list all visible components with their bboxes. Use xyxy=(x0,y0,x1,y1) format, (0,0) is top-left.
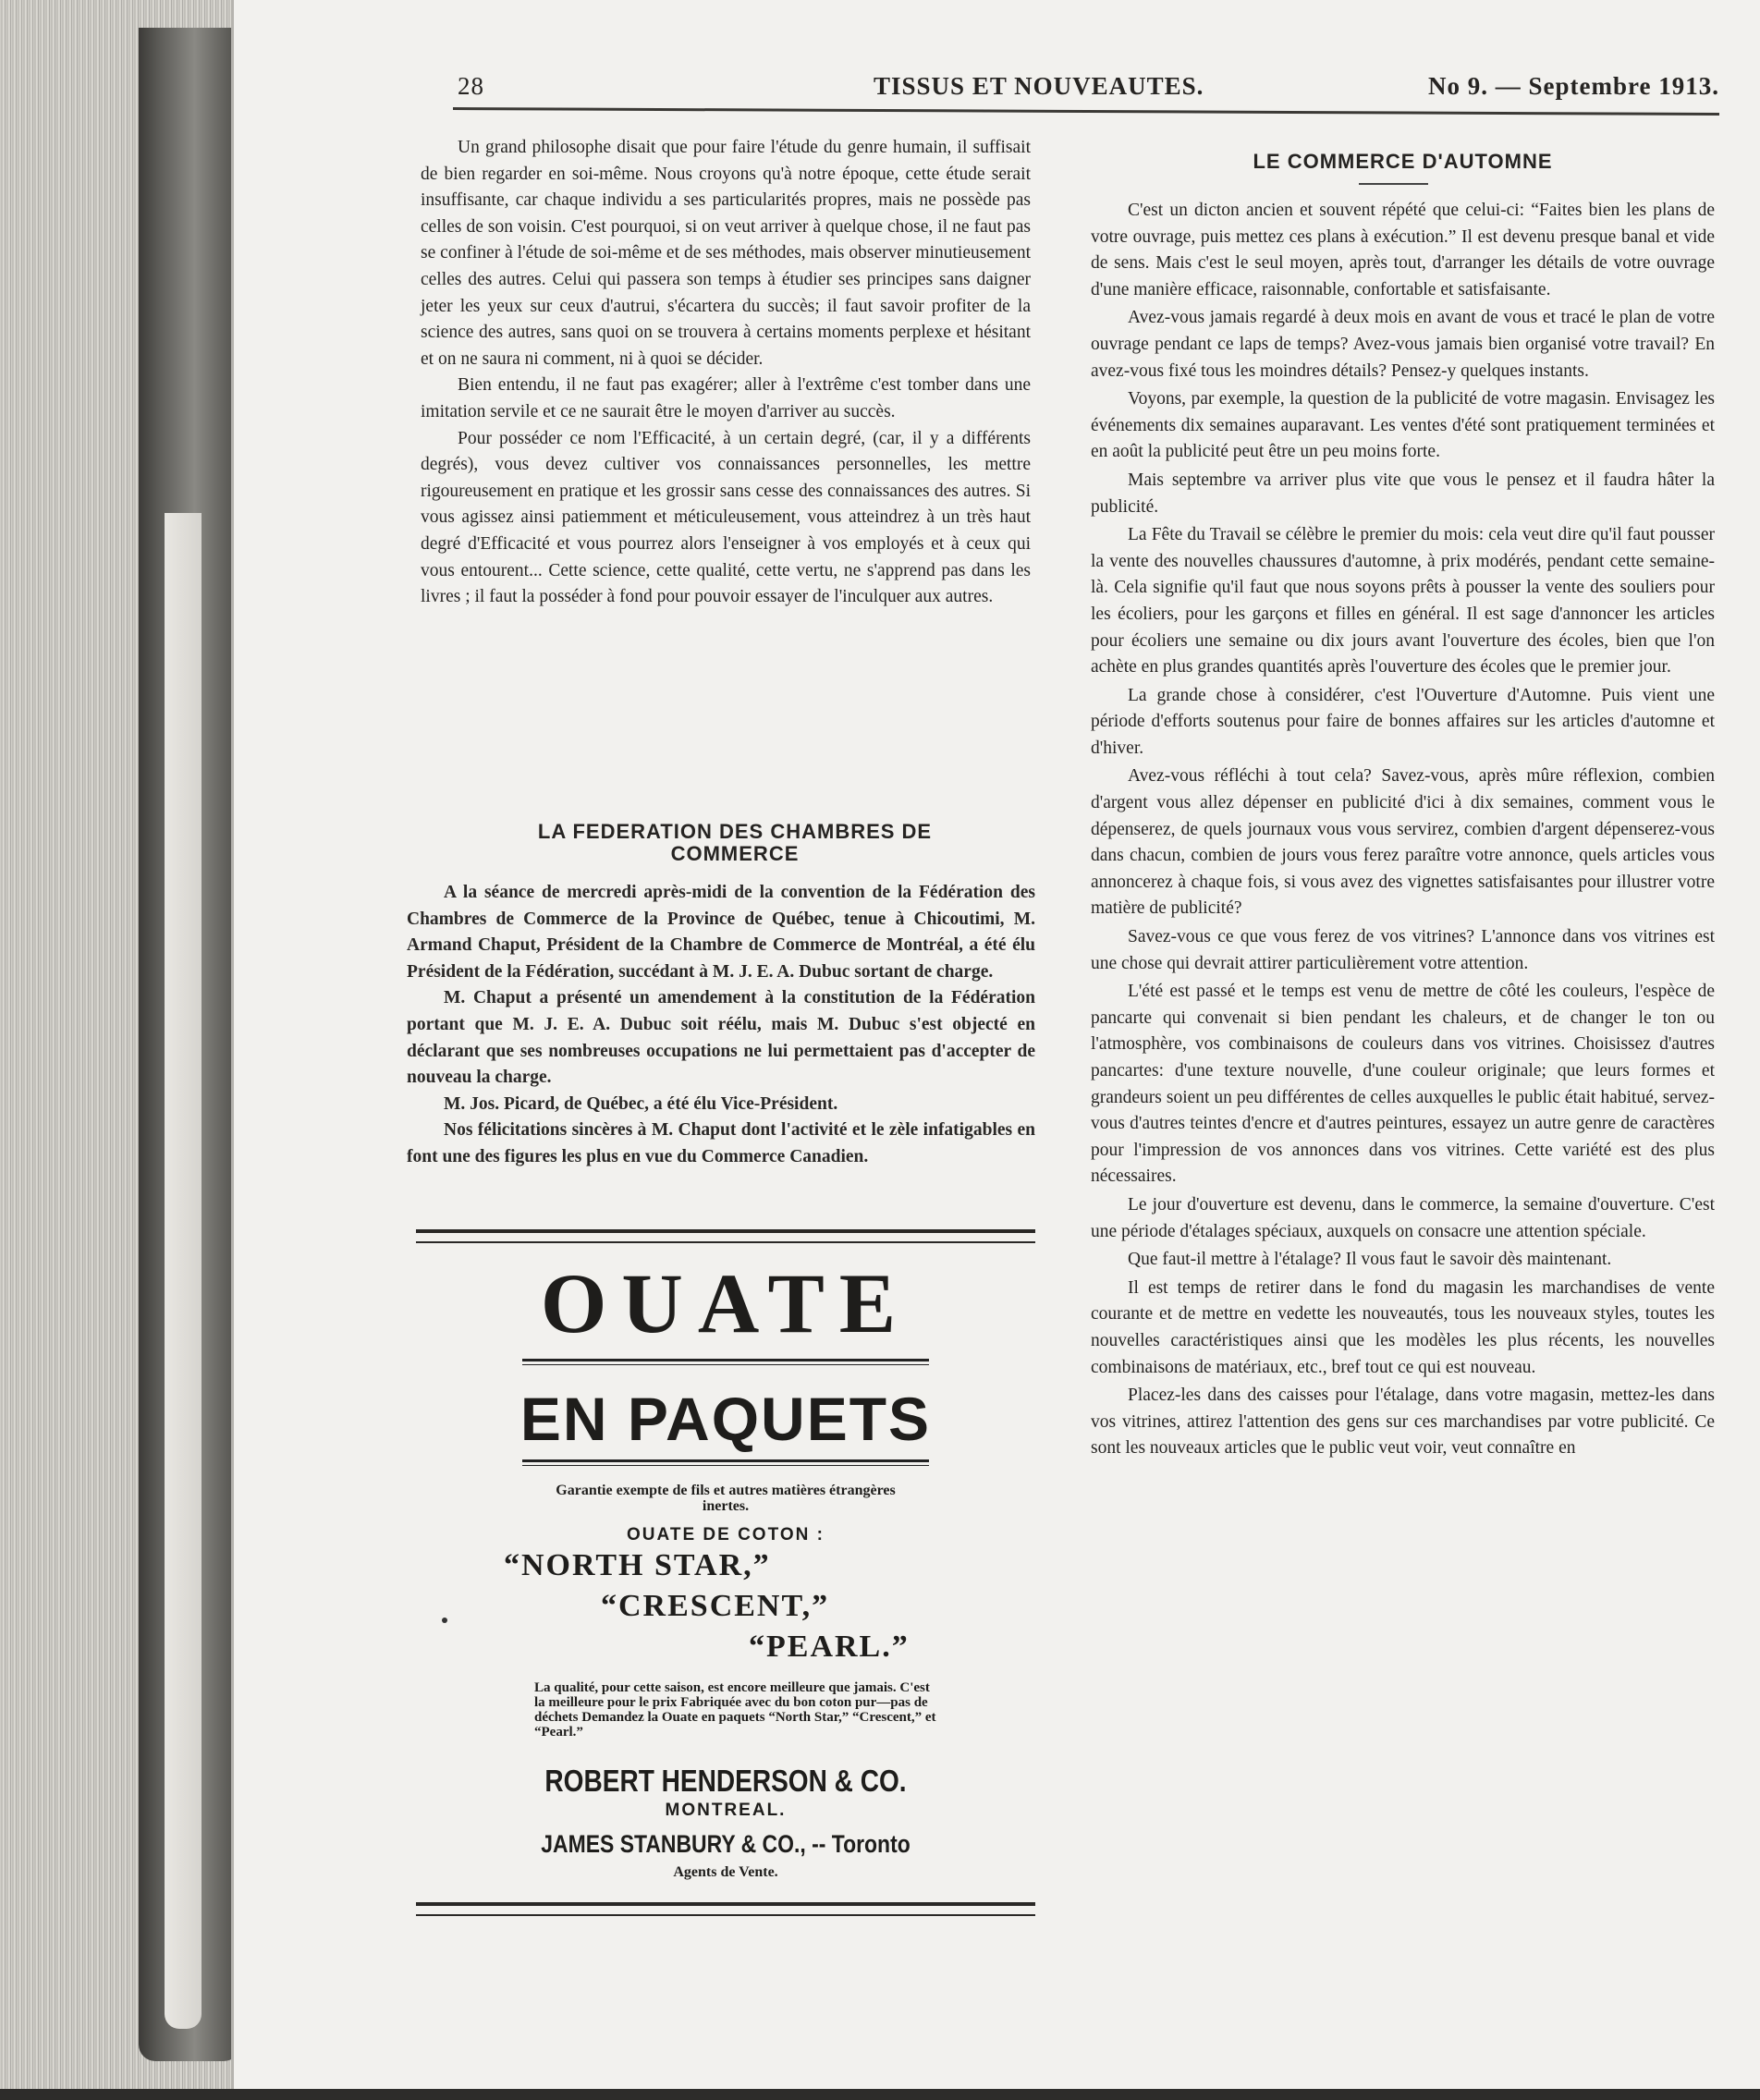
page-number: 28 xyxy=(458,72,484,100)
ad-agent: JAMES STANBURY & CO., -- Toronto xyxy=(541,1830,911,1858)
ad-rule xyxy=(522,1459,929,1466)
ad-rule xyxy=(522,1359,929,1365)
ad-subhead: OUATE DE COTON : xyxy=(627,1525,825,1544)
federation-title-line2: COMMERCE xyxy=(670,842,800,865)
right-paragraph: L'été est passé et le temps est venu de mettre de côté les couleurs, l'espèce de pancarte qui convenait si bien pendant les chaleurs, et de changer le ton ou l'atmosphère, vos combinaisons de couleurs dans vos vitrines. Choisissez d'autres pancartes: d'une texture nouvelle, d'une couleur originale; que leurs formes et grandeurs soient un peu différentes de celles auxquelles le public était habitué, servez-vous d'autres teintes d'encre et d'autres peintures, essayez un autre genre de caractères pour l'impression de vos annonces dans vos vitrines. Cette variété est des plus nécessaires. xyxy=(1091,982,1715,1187)
ad-headline-paquets: EN PAQUETS xyxy=(519,1385,932,1453)
right-paragraph: Il est temps de retirer dans le fond du magasin les marchandises de vente courante et de mettre en vedette les nouveautés, tous les nouveaux styles, toutes les nouvelles caractéristiques ainsi que les modèles les plus récents, les nouvelles combinaisons de matériaux, etc., bref tout ce qui est nouveau. xyxy=(1091,1277,1715,1377)
right-paragraph: Voyons, par exemple, la question de la publicité de votre magasin. Envisagez les événements dix semaines auparavant. Les ventes d'été sont pratiquement terminées et en août la publicité peut être un peu moins forte. xyxy=(1091,389,1715,462)
right-paragraph: Que faut-il mettre à l'étalage? Il vous faut le savoir dès maintenant. xyxy=(1128,1250,1612,1270)
issue-label: No 9. — Septembre 1913. xyxy=(1428,72,1719,100)
ink-speck xyxy=(442,1618,447,1623)
left-paragraph: Un grand philosophe disait que pour faire l'étude du genre humain, il suffisait de bien regarder en soi-même. Nous croyons qu'à notre époque, cette étude serait insuffisante, car chaque individu a ses particularités propres, mais ne possède pas celles de son voisin. C'est pourquoi, si on veut arriver à quelque chose, il ne faut pas se confiner à l'étude de soi-même et de ses méthodes, mais observer minutieusement celles des autres. Celui qui passera son temps à étudier ses principes sans daigner jeter les yeux sur ceux d'autrui, s'écartera du succès; il faut savoir profiter de la science des autres, sans quoi on se trouvera à certains moments perplexe et hésitant et on ne saura ni comment, ni à quoi se décider. xyxy=(421,138,1031,369)
ad-headline-ouate: OUATE xyxy=(540,1256,911,1350)
right-paragraph: Avez-vous réfléchi à tout cela? Savez-vous, après mûre réflexion, combien d'argent vous allez dépenser en publicité d'ici à dix semaines, comment vous le dépenserez, de quels journaux vous vous servirez, combien d'argent dépenserez-vous dans chacun, combien de jours vous ferez paraître votre annonce, quels articles vous annoncerez à chaque fois, si vous avez des vignettes satisfaisantes pour illustrer votre matière de publicité? xyxy=(1091,766,1715,919)
ad-guarantee: Garantie exempte de fils et autres matières étrangères inertes. xyxy=(556,1483,896,1514)
ad-agents-label: Agents de Vente. xyxy=(673,1864,778,1880)
bottom-shadow xyxy=(0,2089,1760,2100)
ad-brand-north-star: “NORTH STAR,” xyxy=(504,1548,771,1582)
left-article xyxy=(421,135,1031,611)
right-paragraph: Savez-vous ce que vous ferez de vos vitrines? L'annonce dans vos vitrines est une chose qui devrait attirer particulièrement votre attention. xyxy=(1091,927,1715,973)
federation-paragraph: Nos félicitations sincères à M. Chaput dont l'activité et le zèle infatigables en font une des figures les plus en vue du Commerce Canadien. xyxy=(407,1120,1035,1166)
federation-title-line1: LA FEDERATION DES CHAMBRES DE xyxy=(537,820,933,843)
federation-body xyxy=(407,880,1035,1171)
journal-title: TISSUS ET NOUVEAUTES. xyxy=(874,72,1204,100)
page-edge-tab xyxy=(165,513,202,2029)
federation-paragraph: M. Chaput a présenté un amendement à la constitution de la Fédération portant que M. J. E. A. Dubuc soit réélu, mais M. Dubuc s'est objecté en déclarant que ses nombreuses occupations ne lui permettaient pas d'accepter de nouveau la charge. xyxy=(407,988,1035,1088)
right-paragraph: Avez-vous jamais regardé à deux mois en avant de vous et tracé le plan de votre ouvrage pendant ce laps de temps? Avez-vous jamais bien organisé votre travail? En avez-vous fixé tous les moindres détails? Pensez-y quelques instants. xyxy=(1091,308,1715,381)
commerce-heading xyxy=(1091,151,1715,173)
commerce-title-rule xyxy=(1359,183,1428,185)
right-article xyxy=(1091,198,1715,1462)
ad-brand-crescent: “CRESCENT,” xyxy=(601,1589,830,1623)
right-paragraph: Mais septembre va arriver plus vite que vous le pensez et il faudra hâter la publicité. xyxy=(1091,470,1715,517)
federation-paragraph: M. Jos. Picard, de Québec, a été élu Vice-Président. xyxy=(444,1093,838,1114)
left-paragraph: Bien entendu, il ne faut pas exagérer; aller à l'extrême c'est tomber dans une imitation servile et ce ne saurait être le moyen d'arriver au succès. xyxy=(421,375,1031,421)
right-paragraph: La grande chose à considérer, c'est l'Ouverture d'Automne. Puis vient une période d'efforts soutenus pour faire de bonnes affaires sur les articles d'automne et d'hiver. xyxy=(1091,685,1715,758)
ad-brand-pearl: “PEARL.” xyxy=(749,1630,910,1664)
commerce-title: LE COMMERCE D'AUTOMNE xyxy=(1253,150,1553,173)
ad-city: MONTREAL. xyxy=(665,1801,787,1820)
ad-border-top xyxy=(416,1229,1035,1243)
ouate-advertisement xyxy=(416,1248,1035,1881)
left-paragraph: Pour posséder ce nom l'Efficacité, à un certain degré, (car, il y a différents degrés), vous devez cultiver vos connaissances personnelles, les mettre rigoureusement en pratique et les grossir sans cesse des connaissances des autres. Si vous agissez ainsi patiemment et méticuleusement, vous atteindrez à un très haut degré d'Efficacité et vous pourrez alors l'enseigner à vos employés et à ceux qui vous entourent... Cette science, cette qualité, cette vertu, ne s'apprend pas dans les livres ; il faut la posséder à fond pour pouvoir essayer de l'inculquer aux autres. xyxy=(421,428,1031,607)
right-paragraph: Placez-les dans des caisses pour l'étalage, dans votre magasin, mettez-les dans vos vitrines, attirez l'attention des gens sur ces marchandises par votre publicité. Ce sont les nouveaux articles que le public veut voir, veut connaître en xyxy=(1091,1386,1715,1459)
right-paragraph: La Fête du Travail se célèbre le premier du mois: cela veut dire qu'il faut pousser la vente des nouvelles chaussures d'automne, à prix modérés, pendant cette semaine-là. Cela signifie qu'il faut que nous soyons prêts à pousser la vente des souliers pour les écoliers, pour les garçons et filles en général. Il est sage d'annoncer les articles pour écoliers une semaine ou dix jours avant l'ouverture des écoles, bien que l'on achète en plus grandes quantités après l'ouverture des écoles que le premier jour. xyxy=(1091,525,1715,678)
ad-company: ROBERT HENDERSON & CO. xyxy=(544,1764,907,1798)
ad-border-bottom xyxy=(416,1902,1035,1916)
federation-heading xyxy=(434,821,1035,865)
right-paragraph: C'est un dicton ancien et souvent répété que celui-ci: “Faites bien les plans de votre ouvrage, puis mettez ces plans à exécution.” Il est devenu presque banal et vide de sens. Mais c'est le seul moyen, après tout, d'arranger les détails de votre ouvrage d'une manière efficace, raisonnable, confortable et satisfaisante. xyxy=(1091,201,1715,299)
ad-quality-text: La qualité, pour cette saison, est encore meilleure que jamais. C'est la meilleure pour le prix Fabriquée avec du bon coton pur—pas de déchets Demandez la Ouate en paquets “North Star,” “Crescent,” et “Pearl.” xyxy=(534,1680,936,1740)
federation-paragraph: A la séance de mercredi après-midi de la convention de la Fédération des Chambres de Commerce de la Province de Québec, tenue à Chicoutimi, M. Armand Chaput, Président de la Chambre de Commerce de Montréal, a été élu Président de la Fédération, succédant à M. J. E. A. Dubuc sortant de charge. xyxy=(407,883,1035,982)
right-paragraph: Le jour d'ouverture est devenu, dans le commerce, la semaine d'ouverture. C'est une période d'étalages spéciaux, auxquels on consacre une attention spéciale. xyxy=(1091,1194,1715,1241)
